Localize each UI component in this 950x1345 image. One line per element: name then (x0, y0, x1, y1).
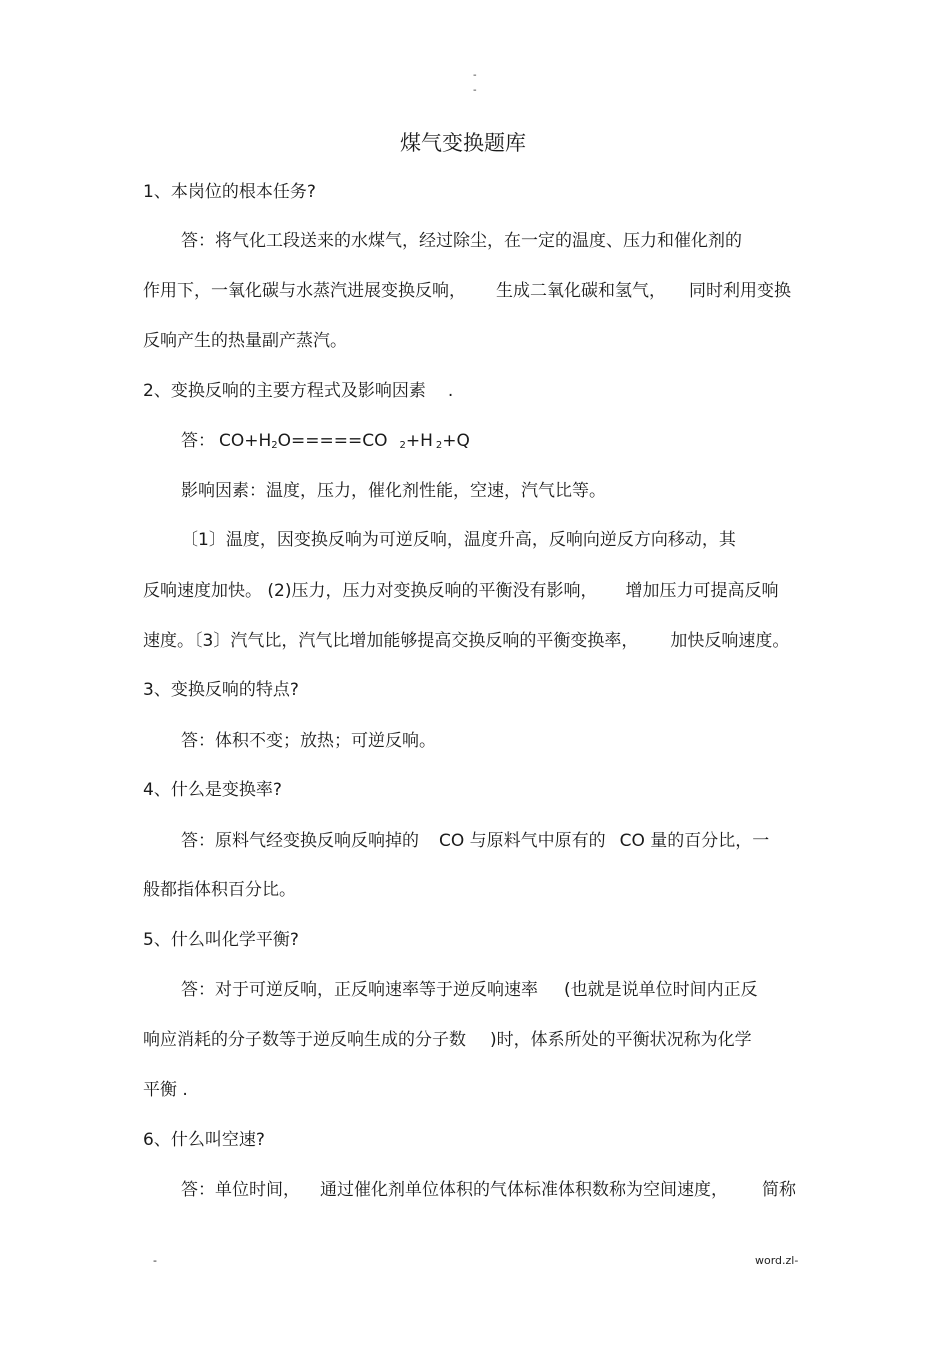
equation-part-3: +H (405, 431, 433, 451)
answer-5-line-1 (181, 980, 758, 1000)
footer-left-mark: - (153, 1254, 157, 1267)
answer-1-line-3: 反响产生的热量副产蒸汽。 (143, 331, 347, 351)
answer-5-line-1-part-a: 答：对于可逆反响，正反响速率等于逆反响速率 (181, 980, 538, 1000)
factor-detail-line-2 (143, 581, 778, 601)
equation-subscript-1: 2 (271, 440, 278, 451)
factor-detail-line-3-part-b: 加快反响速度。 (670, 631, 790, 651)
answer-1-line-2 (143, 281, 791, 301)
document-title: 煤气变换题库 (400, 131, 526, 155)
answer-6-line-1-part-b: 通过催化剂单位体积的气体标准体积数称为空间速度， (320, 1180, 728, 1200)
equation-subscript-2: 2 (399, 440, 406, 451)
answer-4-line-1-part-c: CO 量的百分比，一 (619, 831, 770, 851)
answer-6-line-1-part-a: 答：单位时间， (181, 1180, 300, 1200)
answer-5-line-2-part-a: 响应消耗的分子数等于逆反响生成的分子数 (143, 1030, 466, 1050)
equation-part-1: CO+H (219, 431, 272, 451)
answer-1-line-2-part-a: 作用下，一氧化碳与水蒸汽进展变换反响， (143, 281, 466, 301)
equation-part-4: +Q (442, 431, 470, 451)
question-1: 1、本岗位的根本任务? (143, 182, 316, 202)
factor-detail-line-1: 〔1〕温度，因变换反响为可逆反响，温度升高，反响向逆反方向移动，其 (181, 530, 736, 550)
footer-source: word.zl- (755, 1254, 799, 1267)
question-2-text: 2、变换反响的主要方程式及影响因素 (143, 381, 426, 401)
answer-5-line-3: 平衡 . (143, 1080, 188, 1100)
answer-5-line-1-part-b: (也就是说单位时间内正反 (564, 980, 758, 1000)
equation-part-2: O=====CO (277, 431, 388, 451)
equation-subscript-3: 2 (435, 440, 443, 451)
answer-4-line-1-part-a: 答：原料气经变换反响反响掉的 (181, 831, 419, 851)
answer-5-line-2-part-b: )时，体系所处的平衡状况称为化学 (490, 1030, 752, 1050)
answer-6-line-1-part-c: 简称 (762, 1180, 796, 1200)
question-3: 3、变换反响的特点? (143, 680, 299, 700)
factor-detail-line-2-part-a: 反响速度加快。 (2)压力，压力对变换反响的平衡没有影响， (143, 581, 598, 601)
answer-6-line-1 (181, 1180, 796, 1200)
header-mark-bottom: - (473, 85, 477, 96)
reaction-equation (181, 431, 470, 456)
question-2 (143, 381, 453, 401)
factor-detail-line-2-part-b: 增加压力可提高反响 (625, 581, 779, 601)
answer-1-line-1: 答：将气化工段送来的水煤气，经过除尘，在一定的温度、压力和催化剂的 (181, 231, 742, 251)
answer-4-line-1 (181, 831, 769, 851)
answer-4-line-1-part-b: CO 与原料气中原有的 (439, 831, 606, 851)
answer-4-line-2: 般都指体积百分比。 (143, 880, 296, 900)
header-mark-top: - (473, 70, 477, 81)
question-4: 4、什么是变换率? (143, 780, 282, 800)
question-6: 6、什么叫空速? (143, 1130, 265, 1150)
question-5: 5、什么叫化学平衡? (143, 930, 299, 950)
answer-3: 答：体积不变；放热；可逆反响。 (181, 731, 436, 751)
factor-detail-line-3 (143, 631, 789, 651)
influencing-factors: 影响因素：温度，压力，催化剂性能，空速，汽气比等。 (181, 481, 606, 501)
factor-detail-line-3-part-a: 速度。〔3〕汽气比，汽气比增加能够提高交换反响的平衡变换率， (143, 631, 639, 651)
question-2-end: . (447, 381, 454, 401)
equation-prefix: 答： (181, 431, 215, 451)
answer-1-line-2-part-b: 生成二氧化碳和氢气， (496, 281, 666, 301)
answer-1-line-2-part-c: 同时利用变换 (689, 281, 791, 301)
answer-5-line-2 (143, 1030, 752, 1050)
